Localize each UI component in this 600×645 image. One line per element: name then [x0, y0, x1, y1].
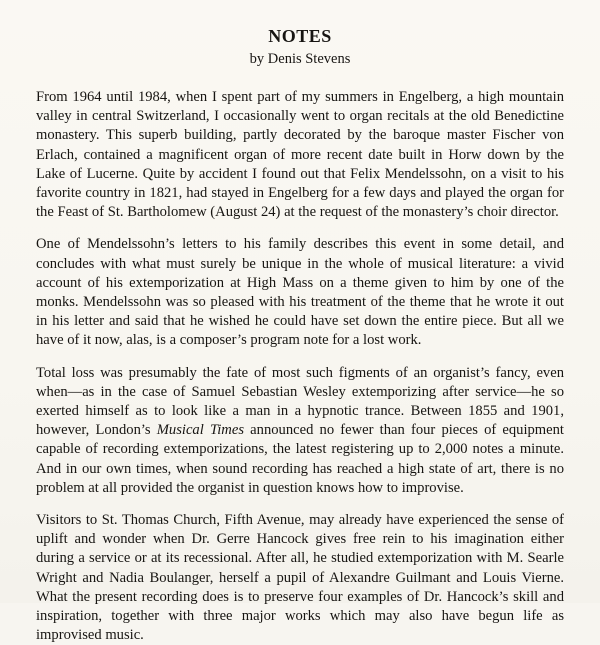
- text-segment: From 1964 until 1984, when I spent part of my summers in Engelberg, a high mountain valley in central Switzerland, I occasionally went to organ recitals at the old Benedictine monastery. This superb building, partly decorated by the baroque master Fischer von Erlach, contained a magnificent organ of more recent date built in Horw down by the Lake of Lucerne. Quite by accident I found out that Felix Mendelssohn, on a visit to his favorite country in 1821, had stayed in Engelberg for a few days and played the organ for the Feast of St. Bartholomew (August 24) at the request of the monastery’s choir director.: [36, 89, 564, 221]
- text-segment: Total loss was presumably the fate of most such figments of an organist’s fancy, even when—as in the case of Samuel Sebastian Wesley extemporizing after service—he so exerted himself as to look like a man in a hypnotic trance. Between 1855 and 1901, however, London’s: [36, 364, 564, 439]
- text-segment: Visitors to St. Thomas Church, Fifth Avenue, may already have experienced the sense of uplift and wonder when Dr. Gerre Hancock gives free rein to his imagination either during a service or at its recessional. After all, he studied extemporization with M. Searle Wright and Nadia Boulanger, herself a pupil of Alexandre Guilmant and Louis Vierne. What the present recording does is to preserve four examples of Dr. Hancock’s skill and inspiration, together with three major works which may also have begun life as improvised music.: [36, 512, 564, 644]
- text-segment-italic: Musical Times: [156, 422, 245, 439]
- paragraph: [36, 364, 564, 498]
- page-title: NOTES: [268, 26, 332, 46]
- paragraph: [36, 511, 564, 645]
- byline: by Denis Stevens: [249, 51, 351, 67]
- text-segment: One of Mendelssohn’s letters to his family describes this event in some detail, and concludes with what must surely be unique in the whole of musical literature: a vivid account of his extemporization at High Mass on a theme given to him by one of the monks. Mendelssohn was so pleased with his treatment of the theme that he wrote it out in his letter and said that he wished he could have set down the entire piece. But all we have of it now, alas, is a composer’s program note for a lost work.: [36, 236, 564, 349]
- paragraph: [36, 235, 564, 350]
- text-segment: announced no fewer than four pieces of equipment capable of recording extemporizations, the latest registering up to 2,000 notes a minute. And in our own times, when sound recording has reached a high state of art, there is no problem at all provided the organist in question knows how to improvise.: [36, 422, 564, 496]
- notes-body: [36, 88, 564, 645]
- paragraph: [36, 88, 564, 222]
